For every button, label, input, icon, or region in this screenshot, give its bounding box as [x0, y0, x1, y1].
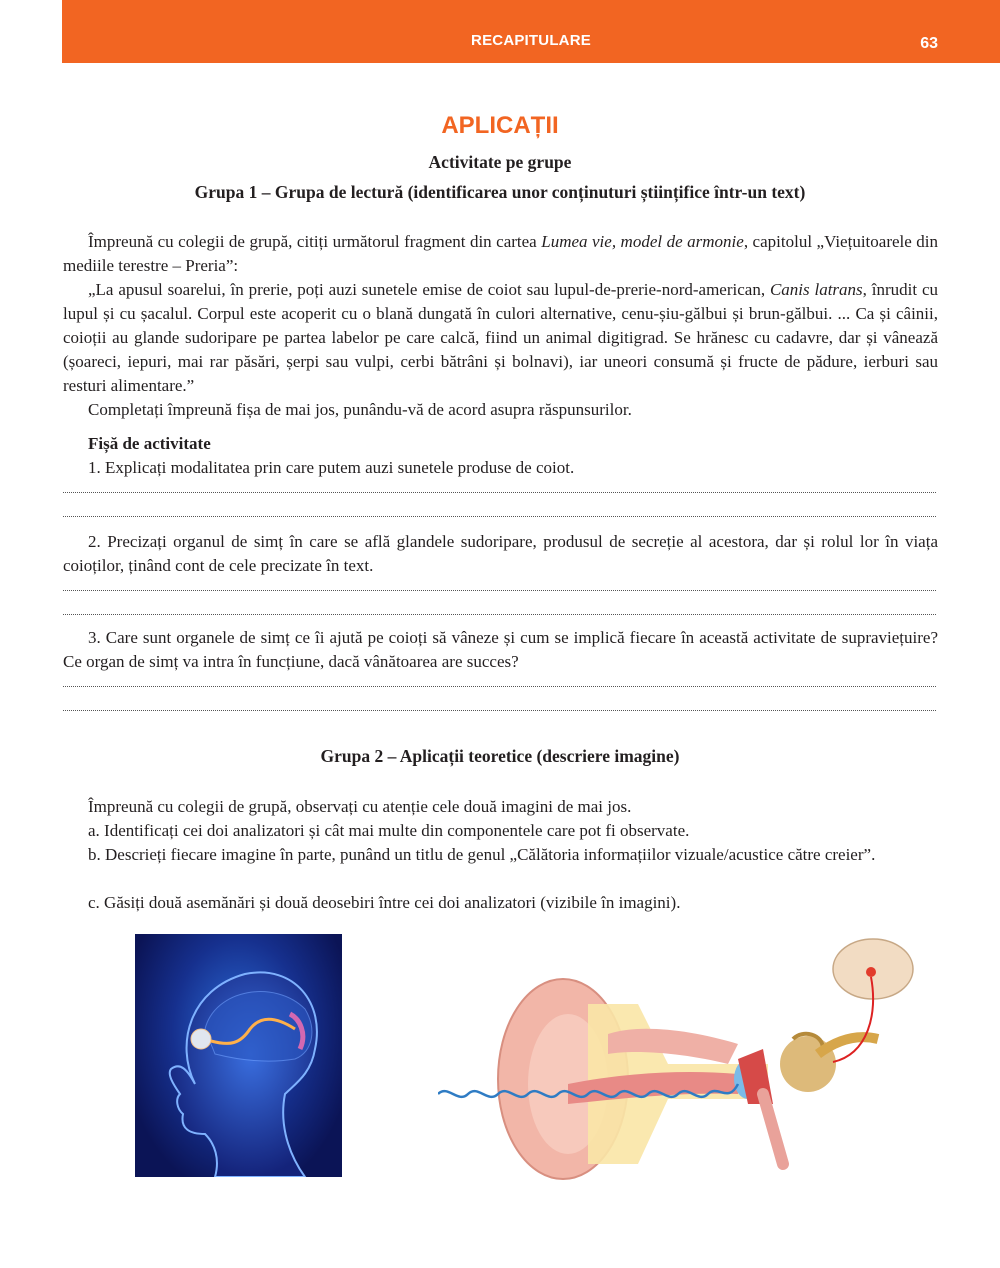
question-1: [63, 456, 938, 480]
instruction-text: Completați împreună fișa de mai jos, punându-vă de acord asupra răspunsurilor.: [88, 400, 632, 419]
answer-line[interactable]: [63, 588, 936, 591]
group1-heading: Grupa 1 – Grupa de lectură (identificarea unor conținuturi științifice într-un text): [194, 182, 806, 202]
group1-instruction: [63, 398, 938, 422]
question-text: 1. Explicați modalitatea prin care putem auzi sunetele produse de coiot.: [88, 458, 575, 477]
visual-analyzer-image: [135, 934, 342, 1177]
answer-line[interactable]: [63, 612, 936, 615]
group2-heading: Grupa 2 – Aplicații teoretice (descriere imagine): [320, 746, 680, 766]
section-title: RECAPITULARE: [471, 32, 591, 49]
answer-line[interactable]: [63, 684, 936, 687]
activity-subtitle: Activitate pe grupe: [428, 152, 572, 172]
species-name: Canis latrans: [769, 280, 863, 299]
group1-quote: [63, 278, 938, 398]
head-brain-eye-icon: [135, 934, 342, 1177]
answer-line[interactable]: [63, 490, 936, 493]
intro-text: Împreună cu colegii de grupă, citiți următorul fragment din cartea: [88, 232, 542, 251]
page-header: [62, 0, 1000, 63]
group1-intro: [63, 230, 938, 278]
worksheet-title-text: Fișă de activitate: [88, 434, 211, 453]
task-text: c. Găsiți două asemănări și două deosebiri între cei doi analizatori (vizibile în imagini).: [88, 893, 681, 912]
answer-line[interactable]: [63, 514, 936, 517]
task-c: [63, 891, 938, 915]
question-2: [63, 530, 938, 578]
group2-intro: [63, 795, 938, 819]
page-number: 63: [920, 35, 938, 52]
task-b: [63, 843, 938, 867]
quote-text: „La apusul soarelui, în prerie, poți auzi sunetele emise de coiot sau lupul-de-prerie-nord-american,: [88, 280, 770, 299]
auditory-analyzer-image: [438, 934, 923, 1184]
answer-line[interactable]: [63, 708, 936, 711]
worksheet-title: [63, 432, 938, 456]
question-text: 3. Care sunt organele de simț ce îi ajută pe coioți să vâneze și cum se implică fiecare în această activitate de supraviețuire? Ce organ de simț va intra în funcțiune, dacă vânătoarea are succes?: [63, 628, 938, 671]
task-a: [63, 819, 938, 843]
book-title: Lumea vie, model de armonie: [541, 232, 744, 251]
task-text: a. Identificați cei doi analizatori și cât mai multe din componentele care pot fi observate.: [88, 821, 690, 840]
question-text: 2. Precizați organul de simț în care se află glandele sudoripare, produsul de secreție al acestora, dar și rolul lor în viața coioților, ținând cont de cele precizate în text.: [63, 532, 938, 575]
quote-text-end: , înrudit cu lupul și cu șacalul. Corpul este acoperit cu o blană dungată în culori alternative, cenu-șiu-gălbui și brun-gălbui. ... Ca și câinii, coioții au glande sudoripare pe partea labelor pe care calcă, fiind un animal digitigrad. Se hrănesc cu cadavre, dar și vânează (șoareci, iepuri, mai rar păsări, șerpi sau vulpi, cerbi bătrâni și bolnavi), iar uneori consumă și fructe de pădure, ierburi sau resturi alimentare.”: [63, 280, 938, 395]
page-title: APLICAȚII: [441, 112, 559, 139]
intro-text-end: , capitolul „Viețuitoarele din mediile terestre – Preria”:: [63, 232, 939, 275]
ear-anatomy-icon: [438, 934, 923, 1184]
intro-text: Împreună cu colegii de grupă, observați cu atenție cele două imagini de mai jos.: [88, 797, 632, 816]
question-3: [63, 626, 938, 674]
task-text: b. Descrieți fiecare imagine în parte, punând un titlu de genul „Călătoria informațiilor vizuale/acustice către creier”.: [88, 845, 876, 864]
